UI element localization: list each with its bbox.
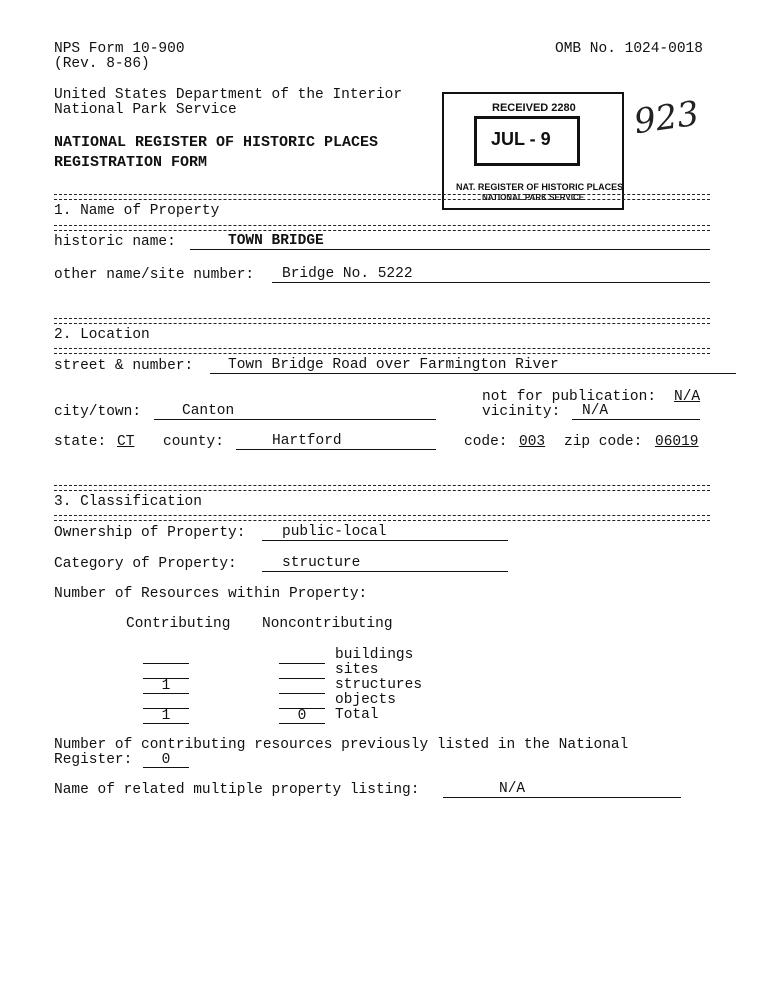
resource-type-label: objects [335,692,396,708]
state-label: state: [54,434,107,450]
noncontributing-count[interactable] [279,693,325,709]
other-name-value: Bridge No. 5222 [282,266,413,282]
multiple-listing-field[interactable] [443,782,681,798]
category-field[interactable] [262,556,508,572]
other-name-field[interactable] [272,267,710,283]
resource-type-label: structures [335,677,423,693]
section-divider [54,348,710,354]
form-title-line2: REGISTRATION FORM [54,154,208,171]
historic-name-field[interactable] [190,234,710,250]
resources-label: Number of Resources within Property: [54,586,368,602]
vicinity-value: N/A [582,403,609,419]
section-divider [54,225,710,231]
code-label: code: [464,434,508,450]
previously-listed-label: Number of contributing resources previously listed in the National [54,737,629,753]
street-field[interactable] [210,358,736,374]
section-divider [54,194,710,200]
service-name: National Park Service [54,102,237,118]
noncontributing-header: Noncontributing [262,616,393,632]
form-title-line1: NATIONAL REGISTER OF HISTORIC PLACES [54,134,379,151]
handwritten-number: 923 [631,93,702,143]
ownership-label: Ownership of Property: [54,525,246,541]
not-for-publication-value[interactable]: N/A [674,389,701,405]
other-name-label: other name/site number: [54,267,255,283]
city-value: Canton [182,403,235,419]
code-value[interactable]: 003 [519,434,546,450]
contributing-header: Contributing [126,616,231,632]
historic-name-value: TOWN BRIDGE [228,233,324,249]
state-value[interactable]: CT [117,434,135,450]
section-divider [54,485,710,491]
street-value: Town Bridge Road over Farmington River [228,357,559,373]
omb-number: OMB No. 1024-0018 [555,41,703,57]
historic-name-label: historic name: [54,234,176,250]
city-label: city/town: [54,404,142,420]
previously-listed-field[interactable] [143,752,189,768]
multiple-listing-label: Name of related multiple property listing: [54,782,420,798]
section2-heading: 2. Location [54,327,150,343]
noncontributing-count[interactable] [279,663,325,679]
stamp-date: JUL - 9 [491,129,551,149]
previously-listed-value: 0 [161,752,171,768]
county-label: county: [163,434,224,450]
not-for-publication-label: not for publication: [482,389,657,405]
category-label: Category of Property: [54,556,237,572]
category-value: structure [282,555,361,571]
section-divider [54,515,710,521]
resource-type-label: sites [335,662,379,678]
city-field[interactable] [154,404,436,420]
contributing-count[interactable]: 1 [143,678,189,694]
contributing-count[interactable] [143,693,189,709]
noncontributing-count[interactable] [279,648,325,664]
contributing-count[interactable] [143,648,189,664]
section3-heading: 3. Classification [54,494,202,510]
previously-listed-label-cont: Register: [54,752,133,768]
noncontributing-count[interactable] [279,678,325,694]
stamp-received-text: RECEIVED 2280 [492,102,576,114]
received-stamp [442,92,624,210]
contributing-count[interactable]: 1 [143,708,189,724]
street-label: street & number: [54,358,194,374]
stamp-line2: NATIONAL PARK SERVICE [482,193,585,202]
form-revision: (Rev. 8-86) [54,56,150,72]
section1-heading: 1. Name of Property [54,203,220,219]
department-name: United States Department of the Interior [54,87,403,103]
county-value: Hartford [272,433,342,449]
form-id: NPS Form 10-900 [54,41,185,57]
multiple-listing-value: N/A [499,781,526,797]
ownership-field[interactable] [262,525,508,541]
stamp-date-box [474,116,580,166]
contributing-count[interactable] [143,663,189,679]
county-field[interactable] [236,434,436,450]
vicinity-field[interactable] [572,404,700,420]
zip-value[interactable]: 06019 [655,434,699,450]
vicinity-label: vicinity: [482,404,561,420]
resource-type-label: Total [335,707,379,723]
section-divider [54,318,710,324]
resource-type-label: buildings [335,647,414,663]
ownership-value: public-local [282,524,387,540]
zip-label: zip code: [564,434,643,450]
noncontributing-count[interactable]: 0 [279,708,325,724]
stamp-line1: NAT. REGISTER OF HISTORIC PLACES [456,182,624,192]
